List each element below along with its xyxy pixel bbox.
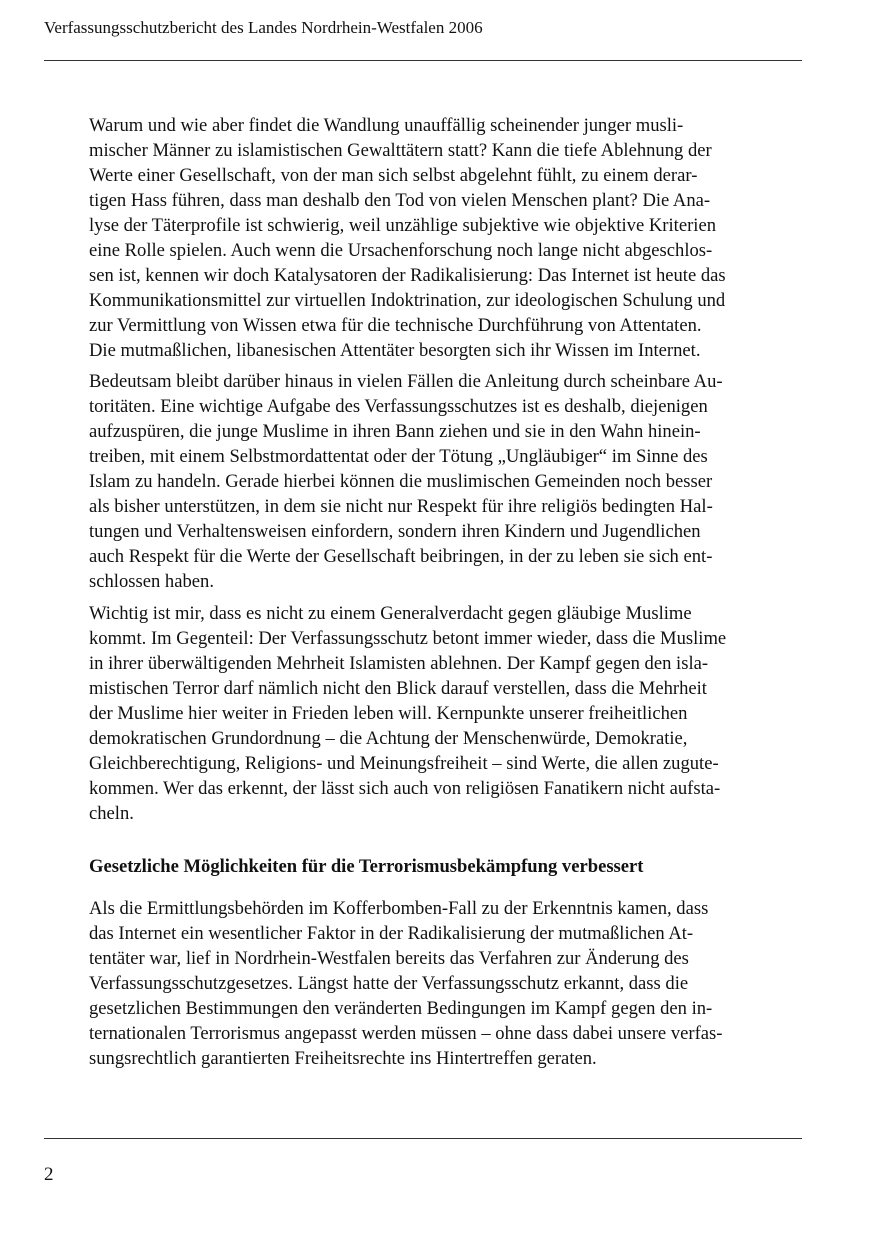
text-line: Wichtig ist mir, dass es nicht zu einem Generalverdacht gegen gläubige Muslime [89, 603, 692, 624]
text-line: der Muslime hier weiter in Frieden leben will. Kernpunkte unserer freiheitlichen [89, 703, 688, 724]
text-line: Verfassungsschutzgesetzes. Längst hatte der Verfassungsschutz erkannt, dass die [89, 973, 689, 994]
text-line: als bisher unterstützen, in dem sie nicht nur Respekt für ihre religiös bedingten Hal- [89, 496, 713, 517]
text-line: Die mutmaßlichen, libanesischen Attentäter besorgten sich ihr Wissen im Internet. [89, 340, 701, 361]
text-line: Gleichberechtigung, Religions- und Meinungsfreiheit – sind Werte, die allen zugute- [89, 753, 719, 774]
text-line: eine Rolle spielen. Auch wenn die Ursachenforschung noch lange nicht abgeschlos- [89, 240, 713, 261]
text-line: tigen Hass führen, dass man deshalb den Tod von vielen Menschen plant? Die Ana- [89, 190, 711, 211]
text-line: zur Vermittlung von Wissen etwa für die technische Durchführung von Attentaten. [89, 315, 702, 336]
page-number: 2 [44, 1164, 54, 1185]
text-line: auch Respekt für die Werte der Gesellschaft beibringen, in der zu leben sie sich ent- [89, 546, 713, 567]
text-line: mischer Männer zu islamistischen Gewalttätern statt? Kann die tiefe Ablehnung der [89, 140, 712, 161]
running-header: Verfassungsschutzbericht des Landes Nordrhein-Westfalen 2006 [44, 18, 483, 37]
paragraph-1 [89, 113, 803, 363]
text-line: Warum und wie aber findet die Wandlung unauffällig scheinender junger musli- [89, 115, 684, 136]
text-line: sungsrechtlich garantierten Freiheitsrechte ins Hintertreffen geraten. [89, 1048, 597, 1069]
paragraph-3 [89, 601, 803, 826]
text-line: kommt. Im Gegenteil: Der Verfassungsschutz betont immer wieder, dass die Muslime [89, 628, 727, 649]
text-line: das Internet ein wesentlicher Faktor in der Radikalisierung der mutmaßlichen At- [89, 923, 694, 944]
text-line: Kommunikationsmittel zur virtuellen Indoktrination, zur ideologischen Schulung und [89, 290, 726, 311]
text-line: mistischen Terror darf nämlich nicht den Blick darauf verstellen, dass die Mehrheit [89, 678, 707, 699]
text-line: toritäten. Eine wichtige Aufgabe des Verfassungsschutzes ist es deshalb, diejenigen [89, 396, 708, 417]
paragraph-2 [89, 369, 803, 594]
text-line: in ihrer überwältigenden Mehrheit Islamisten ablehnen. Der Kampf gegen den isla- [89, 653, 709, 674]
text-line: Islam zu handeln. Gerade hierbei können die muslimischen Gemeinden noch besser [89, 471, 713, 492]
text-line: gesetzlichen Bestimmungen den veränderten Bedingungen im Kampf gegen den in- [89, 998, 713, 1019]
text-line: sen ist, kennen wir doch Katalysatoren der Radikalisierung: Das Internet ist heute das [89, 265, 726, 286]
text-line: tentäter war, lief in Nordrhein-Westfalen bereits das Verfahren zur Änderung des [89, 948, 689, 969]
paragraph-4 [89, 896, 803, 1071]
text-line: lyse der Täterprofile ist schwierig, weil unzählige subjektive wie objektive Kriterien [89, 215, 716, 236]
text-line: cheln. [89, 803, 134, 824]
section-heading: Gesetzliche Möglichkeiten für die Terrorismusbekämpfung verbessert [89, 856, 644, 877]
footer-rule [44, 1138, 802, 1139]
text-line: tungen und Verhaltensweisen einfordern, sondern ihren Kindern und Jugendlichen [89, 521, 701, 542]
text-line: ternationalen Terrorismus angepasst werden müssen – ohne dass dabei unsere verfas- [89, 1023, 723, 1044]
body-text [89, 113, 803, 1071]
text-line: Bedeutsam bleibt darüber hinaus in vielen Fällen die Anleitung durch scheinbare Au- [89, 371, 723, 392]
text-line: demokratischen Grundordnung – die Achtung der Menschenwürde, Demokratie, [89, 728, 688, 749]
text-line: treiben, mit einem Selbstmordattentat oder der Tötung „Ungläubiger“ im Sinne des [89, 446, 708, 467]
text-line: kommen. Wer das erkennt, der lässt sich auch von religiösen Fanatikern nicht aufsta- [89, 778, 721, 799]
text-line: aufzuspüren, die junge Muslime in ihren Bann ziehen und sie in den Wahn hinein- [89, 421, 701, 442]
text-line: schlossen haben. [89, 571, 214, 592]
header-rule [44, 60, 802, 61]
text-line: Als die Ermittlungsbehörden im Kofferbomben-Fall zu der Erkenntnis kamen, dass [89, 898, 709, 919]
text-line: Werte einer Gesellschaft, von der man sich selbst abgelehnt fühlt, zu einem derar- [89, 165, 698, 186]
